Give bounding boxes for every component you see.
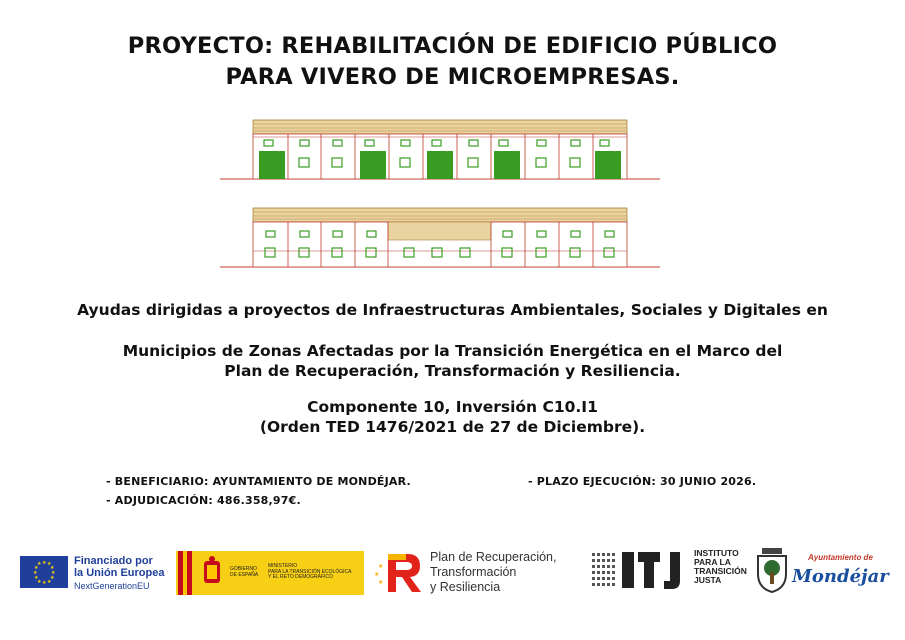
itj-logo-text: [694, 549, 747, 585]
itj-line1: INSTITUTO: [694, 548, 739, 558]
component-line: Componente 10, Inversión C10.I1: [307, 398, 598, 416]
gobierno-espana-logo: [176, 551, 364, 595]
svg-text:★: ★: [34, 565, 39, 571]
prtr-line3: y Resiliencia: [430, 580, 501, 594]
itj-line3: TRANSICIÓN: [694, 566, 747, 576]
svg-text:★: ★: [378, 563, 384, 570]
svg-text:★: ★: [50, 575, 55, 581]
gob-col1-line1: GOBIERNO: [230, 566, 257, 572]
beneficiario-text: - BENEFICIARIO: AYUNTAMIENTO DE MONDÉJAR.: [106, 475, 411, 488]
eu-flag-icon: [20, 556, 68, 588]
svg-text:★: ★: [37, 579, 42, 585]
prtr-logo-text: [430, 550, 556, 595]
ayuntamiento-name: Mondéjar: [792, 566, 889, 587]
eu-line1: Financiado por: [74, 555, 153, 567]
aid-description-line2: Municipios de Zonas Afectadas por la Transición Energética en el Marco del: [122, 342, 783, 360]
itj-line2: PARA LA: [694, 557, 731, 567]
svg-text:★: ★: [378, 579, 384, 586]
itj-logo-icon: [592, 549, 690, 593]
building-elevation-rear: [220, 203, 660, 273]
ayuntamiento-shield-icon: [752, 546, 792, 594]
svg-text:★: ★: [374, 571, 380, 578]
aid-description-line3: Plan de Recuperación, Transformación y Resiliencia.: [224, 362, 681, 380]
itj-line4: JUSTA: [694, 575, 722, 585]
gob-col2-line3: Y EL RETO DEMOGRÁFICO: [268, 574, 333, 580]
svg-text:★: ★: [42, 580, 47, 586]
adjudicacion-text: - ADJUDICACIÓN: 486.358,97€.: [106, 494, 301, 507]
gob-col2-line2: PARA LA TRANSICIÓN ECOLÓGICA: [268, 568, 352, 575]
prtr-line1: Plan de Recuperación,: [430, 550, 557, 564]
svg-text:★: ★: [47, 561, 52, 567]
gob-col2-line1: MINISTERIO: [268, 563, 298, 569]
eu-funding-logo: [74, 555, 164, 592]
order-line: (Orden TED 1476/2021 de 27 de Diciembre).: [259, 418, 646, 436]
gob-col1-line2: DE ESPAÑA: [230, 571, 259, 578]
project-title-line2: PARA VIVERO DE MICROEMPRESAS.: [225, 64, 680, 90]
aid-description-line1: Ayudas dirigidas a proyectos de Infraestructuras Ambientales, Sociales y Digitales en: [77, 301, 828, 319]
svg-text:★: ★: [37, 561, 42, 567]
svg-text:★: ★: [47, 579, 52, 585]
building-elevation-front: [220, 117, 660, 185]
svg-text:★: ★: [50, 565, 55, 571]
coat-of-arms-icon: [200, 555, 224, 591]
plazo-text: - PLAZO EJECUCIÓN: 30 JUNIO 2026.: [528, 475, 757, 488]
svg-text:★: ★: [34, 575, 39, 581]
svg-text:★: ★: [42, 560, 47, 566]
prtr-logo-icon: [374, 550, 426, 596]
eu-line2: la Unión Europea: [74, 567, 165, 579]
eu-line3: NextGenerationEU: [74, 581, 150, 591]
svg-text:★: ★: [33, 570, 38, 576]
ayuntamiento-label: Ayuntamiento de: [808, 553, 873, 562]
svg-text:★: ★: [51, 570, 56, 576]
prtr-line2: Transformación: [430, 565, 517, 579]
project-title-line1: PROYECTO: REHABILITACIÓN DE EDIFICIO PÚBLICO: [127, 33, 778, 59]
